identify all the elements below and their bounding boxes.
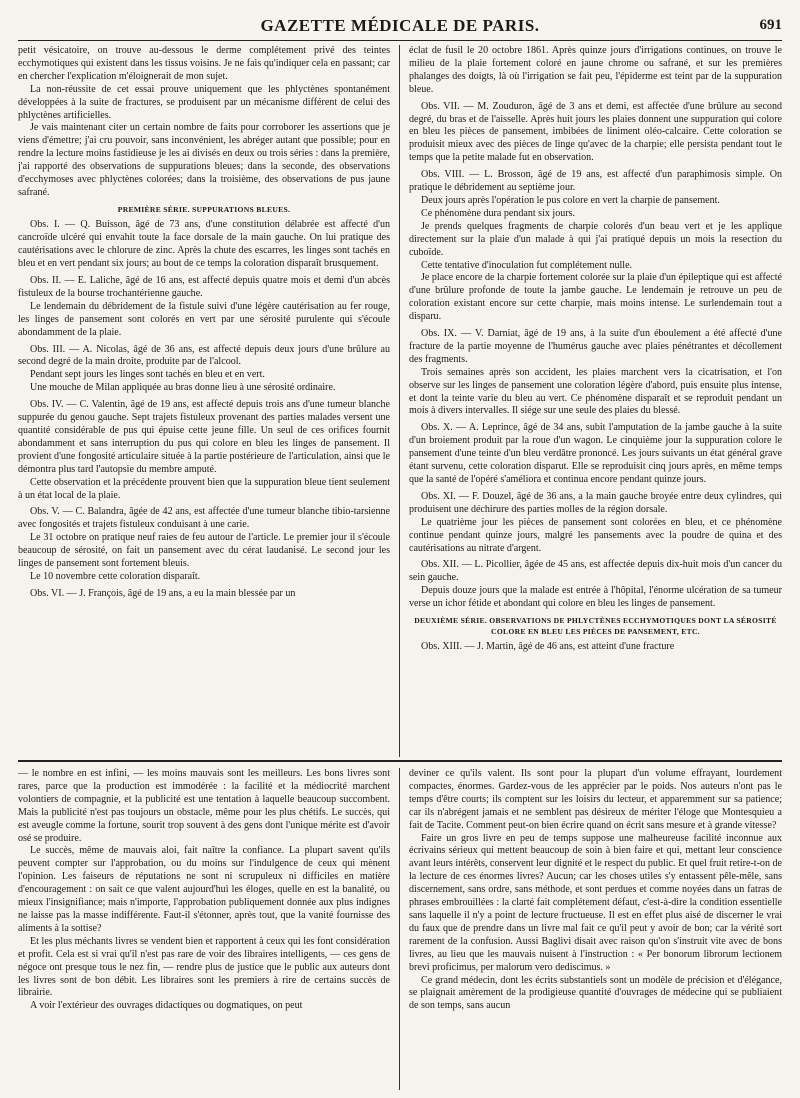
paragraph: petit vésicatoire, on trouve au-dessous le derme complétement privé des teintes ecchymotiques qui existent dans les tissus voisins. Je ne fais qu'indiquer cela en passant; car en chercher l'explication m'éloignerait de mon sujet. [18,45,390,82]
paragraph: Je place encore de la charpie fortement colorée sur la plaie d'un épileptique qui est affecté d'une brûlure profonde de toute la jambe gauche. Le lendemain je retrouve un peu de coloration existant encore sur cette charpie, mais moins intense. Le surlendemain tout a disparu. [409,272,782,323]
paragraph: Le 10 novembre cette coloration disparaît. [30,570,201,582]
upper-right-column [409,45,782,755]
observation-paragraph: Obs. I. — Q. Buisson, âgé de 73 ans, d'une constitution délabrée est affecté d'un cancroïde ulcéré qui envahit toute la face dorsale de la main gauche. On lui pratique des cautérisations avec le chlorure de zinc. Après la chute des escarres, les linges sont tachés en bleu et en vert pendant six jours; au bout de ce temps la coloration disparaît brusquement. [18,219,390,270]
paragraph: deviner ce qu'ils valent. Ils sont pour la plupart d'un volume effrayant, lourdement compactes, énormes. Gardez-vous de les apprécier par le poids. Nos auteurs n'ont pas le temps d'être courts; ils comptent sur les loisirs du lecteur, et apparemment sur sa patience; car ils n'abrégent jamais et ne semblent pas désireux de mériter l'éloge que Montesquieu a fait de Tacite. Comment peut-on bien écrire quand on écrit sans mesure et à grande vitesse? [409,768,782,831]
observation-paragraph: Obs. XII. — L. Picollier, âgée de 45 ans, est affectée depuis dix-huit mois d'un cancer du sein gauche. [409,559,782,584]
journal-title: GAZETTE MÉDICALE DE PARIS. [260,16,540,35]
observation-paragraph: Obs. IX. — V. Darniat, âgé de 19 ans, à la suite d'un éboulement a été affecté d'une fracture de la partie moyenne de l'humérus gauche avec plaies pénétrantes et décollement des fragments. [409,328,782,365]
upper-column-divider [399,45,400,757]
series-heading: DEUXIÈME SÉRIE. OBSERVATIONS DE PHLYCTÈNES ECCHYMOTIQUES DONT LA SÉROSITÉ COLORE EN BLEU LES PIÈCES DE PANSEMENT, ETC. [414,616,777,636]
paragraph: Le 31 octobre on pratique neuf raies de feu autour de l'article. Le premier jour il s'écoule beaucoup de sérosité, on fait un pansement avec du cérat laudanisé. Le second jour les linges de pansement sont fortement bleuis. [18,532,390,570]
paragraph: Ce grand médecin, dont les écrits substantiels sont un modèle de précision et d'élégance, se plaignait amèrement de la prodigieuse quantité d'ouvrages de médecine qui se publiaient de son temps, sans aucun [409,974,782,1012]
observation-paragraph: Obs. XIII. — J. Martin, âgé de 46 ans, est atteint d'une fracture [421,641,675,653]
series-heading: PREMIÈRE SÉRIE. SUPPURATIONS BLEUES. [117,204,291,214]
paragraph: Faire un gros livre en peu de temps suppose une malheureuse facilité inconnue aux écrivains sérieux qui mettent beaucoup de soin à bien faire et qui, mettant leur conscience avant leurs intérêts, conservent leur dignité et le respect du public. Et quel fruit retire-t-on de la lecture de ces énormes livres? Aucun; car les choses utiles s'y entassent pêle-mêle, sans discernement, sans ordre, sans méthode, et sont perdues et comme noyées dans un fatras de phrases embrouillées : la clarté fait complétement défaut, c'est-à-dire la condition essentielle sans laquelle il n'y a point de lecture fructueuse. Il est en effet plus aisé de discerner le vrai du faux que de prendre dans un livre mal fait ce qu'il peut y avoir de bon; car la vérité sort rarement de la confusion. Aussi Baglivi disait avec raison qu'on s'instruit vite avec de bons livres, au lieu que les mauvais nuisent à l'instruction : « Per bonorum librorum lectionem brevi proficimus, per malorum vero dediscimus. » [409,832,782,973]
page-number: 691 [759,17,782,33]
paragraph: Je prends quelques fragments de charpie colorés d'un beau vert et je les applique directement sur la plaie d'un malade à qui j'ai pratiqué depuis un mois la resection du cuboïde. [409,220,782,258]
paragraph: Depuis douze jours que la malade est entrée à l'hôpital, l'énorme ulcération de sa tumeur verse un ichor fétide et abondant qui colore en bleu les linges de pansement. [409,585,782,610]
lower-column-divider [399,768,400,1090]
paragraph: — le nombre en est infini, — les moins mauvais sont les meilleurs. Les bons livres sont rares, parce que la production est immodérée : la facilité et la médiocrité marchent volontiers de compagnie, et la publicité est une tentation à laquelle beaucoup succombent. Mais la publicité n'est pas toujours un obstacle, même pour les plus chétifs. Le succès, qui est aveugle comme la fortune, sourit trop souvent à des gens dont l'unique mérite est d'avoir osé se produire. [18,768,390,844]
header-rule [18,40,782,41]
observation-paragraph: Obs. II. — E. Laliche, âgé de 16 ans, est affecté depuis quatre mois et demi d'un abcès fistuleux de la bourse trochantérienne gauche. [18,275,390,299]
observation-paragraph: Obs. III. — A. Nicolas, âgé de 36 ans, est affecté depuis deux jours d'une brûlure au second degré de la main droite, produite par de l'alcool. [18,343,390,368]
observation-paragraph: Obs. VI. — J. François, âgé de 19 ans, a eu la main blessée par un [30,587,296,599]
observation-paragraph: Obs. VIII. — L. Brosson, âgé de 19 ans, est affecté d'un paraphimosis simple. On pratique le débridement au septième jour. [409,169,782,194]
paragraph: Ce phénomène dura pendant six jours. [421,207,576,219]
paragraph: éclat de fusil le 20 octobre 1861. Après quinze jours d'irrigations continues, on trouve le milieu de la plaie fortement coloré en jaune chrome ou safrané, et sur les premières phalanges des doigts, là où l'irrigation se fait peu, l'épiderme est teint par de la suppuration bleue. [409,45,782,95]
page-header [18,16,782,38]
paragraph: Trois semaines après son accident, les plaies marchent vers la cicatrisation, et l'on observe sur les linges de pansement une coloration légère d'abord, puis ensuite plus intense, et dont la teinte varie du bleu au vert. Ce phénomène disparaît et se reproduit pendant un mois à divers intervalles. Il siége sur une seule des plaies du blessé. [409,366,782,417]
paragraph: Deux jours après l'opération le pus colore en vert la charpie de pansement. [421,194,720,206]
paragraph: Cette observation et la précédente prouvent bien que la suppuration bleue tient seulement à un état local de la plaie. [18,476,390,501]
paragraph: La non-réussite de cet essai prouve uniquement que les phlyctènes spontanément développées à la suite de fractures, se produisent par un mécanisme différent de celui des phlyctènes artificielles. [18,83,390,121]
section-divider [18,760,782,762]
paragraph: Une mouche de Milan appliquée au bras donne lieu à une sérosité ordinaire. [30,382,336,394]
paragraph: Je vais maintenant citer un certain nombre de faits pour corroborer les assertions que je viens d'émettre; j'ai cru pouvoir, sans inconvénient, les abréger autant que possible; pour en rendre la lecture moins fastidieuse je les ai divisés en deux ou trois séries : dans la première, j'ai rapporté des observations de suppurations bleues; dans la seconde, des observations d'ecchymoses avec phlyctènes colorées; dans la troisième, des observations de pus jaune safrané. [18,122,390,198]
paragraph: Le succès, même de mauvais aloi, fait naître la confiance. La plupart savent qu'ils peuvent compter sur l'approbation, ou du moins sur l'indulgence de ceux qui mènent l'opinion. Les faiseurs de réputations ne sont ni scrupuleux ni difficiles en matière d'encouragement : on sait ce que valent aujourd'hui les éloges, quelle en est la banalité, ou mieux l'insignifiance; mais n'importe, l'approbation publiquement donnée aux plus indignes ne laisse pas la masse indifférente. Faut-il s'étonner, après tout, que la vanité fournisse des aliments à la sottise? [18,845,390,934]
paragraph: Le lendemain du débridement de la fistule suivi d'une légère cautérisation au fer rouge, les linges de pansement sont colorés en vert par une sérosité purulente qui s'écoule abondamment de la plaie. [18,300,390,338]
observation-paragraph: Obs. X. — A. Leprince, âgé de 34 ans, subit l'amputation de la jambe gauche à la suite d'un broiement produit par la roue d'un wagon. Le cinquième jour la suppuration colore le pansement d'une teinte d'un bleu verdâtre prononcé. Les jours suivants un état général grave étant survenu, cette coloration disparut. Elle se reproduisit cinq jours après, en même temps que la santé de l'opéré s'améliora et continua encore pendant quinze jours. [409,422,782,485]
observation-paragraph: Obs. VII. — M. Zouduron, âgé de 3 ans et demi, est affectée d'une brûlure au second degré, du bras et de l'aisselle. Après huit jours les plaies donnent une suppuration qui colore en bleu les pièces de pansement, imbibées de liniment oléo-calcaire. Cette coloration se produisit mieux avec des pièces de linge qu'avec de la charpie; elle persista pendant tout le temps que la petite malade fut en observation. [409,100,782,164]
paragraph: Cette tentative d'inoculation fut complétement nulle. [421,259,633,271]
paragraph: Pendant sept jours les linges sont tachés en bleu et en vert. [30,369,265,381]
paragraph: A voir l'extérieur des ouvrages didactiques ou dogmatiques, on peut [30,1000,303,1012]
paragraph: Le quatrième jour les pièces de pansement sont colorées en bleu, et ce phénomène continue pendant quinze jours, malgré les pansements avec la poudre de quina et des cautérisations au nitrate d'argent. [409,516,782,554]
observation-paragraph: Obs. XI. — F. Douzel, âgé de 36 ans, a la main gauche broyée entre deux cylindres, qui produisent une déchirure des parties molles de la région dorsale. [409,490,782,515]
observation-paragraph: Obs. V. — C. Balandra, âgée de 42 ans, est affectée d'une tumeur blanche tibio-tarsienne avec fongosités et trajets fistuleux conduisant à une carie. [18,506,390,531]
lower-right-column [409,768,782,1090]
paragraph: Et les plus méchants livres se vendent bien et rapportent à ceux qui les font considération et profit. Cela est si vrai qu'il n'est pas rare de voir des libraires intelligents, — ces gens de négoce ont presque tous le nez fin, — rendre plus de justice que le public aux auteurs dont les livres sont de bon débit. Les libraires sont les premiers à rire de certains succès de librairie. [18,935,390,999]
upper-left-column [18,45,390,755]
observation-paragraph: Obs. IV. — C. Valentin, âgé de 19 ans, est affecté depuis trois ans d'une tumeur blanche suppurée du genou gauche. Sept trajets fistuleux provenant des parties malades versent une quantité considérable de pus qui épuise cette jeune fille. Un seul de ces orifices fournit abondamment et sans interruption du pus qui colore en bleu les linges de pansement. Il provient d'une fongosité articulaire située à la partie postérieure de l'articulation, ainsi que le démontra plus tard l'autopsie du membre amputé. [18,399,390,475]
lower-left-column [18,768,390,1090]
